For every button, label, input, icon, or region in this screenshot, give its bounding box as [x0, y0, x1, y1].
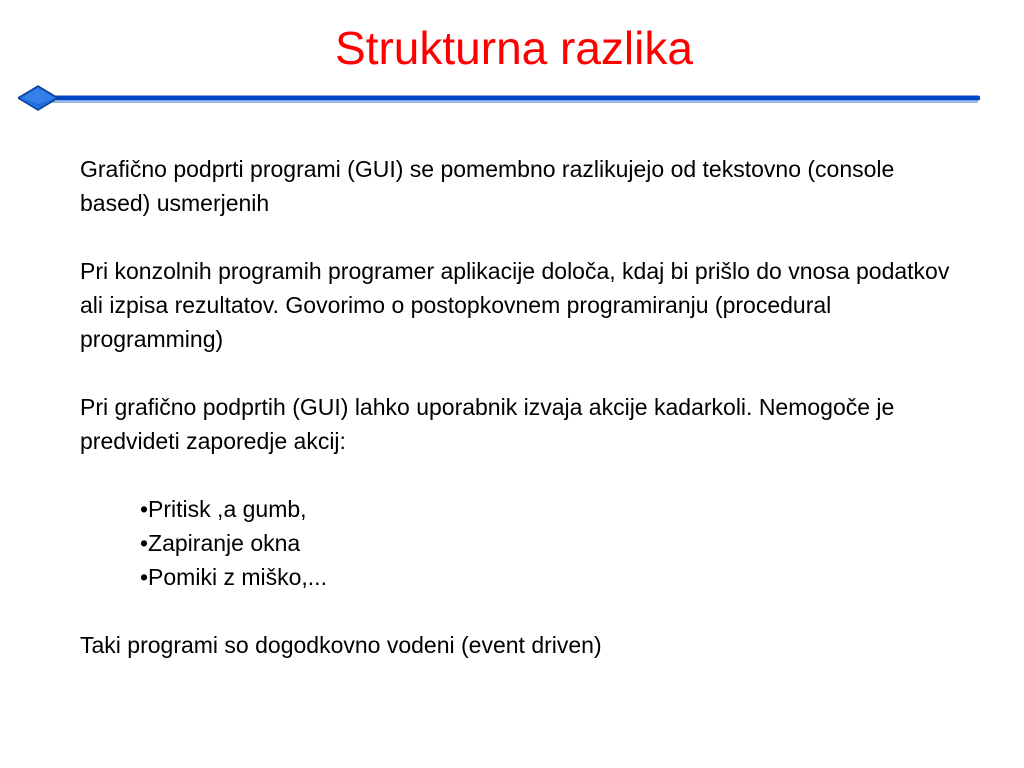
paragraph-event-driven: Taki programi so dogodkovno vodeni (event driven) — [80, 632, 602, 658]
list-item: •Pritisk ,a gumb, — [140, 496, 307, 522]
list-item: •Pomiki z miško,... — [140, 564, 327, 590]
paragraph-console-programs: Pri konzolnih programih programer aplikacije določa, kdaj bi prišlo do vnosa podatkov ali izpisa rezultatov. Govorimo o postopkovnem programiranju (procedural programming) — [80, 258, 950, 352]
paragraph-gui-programs: Pri grafično podprtih (GUI) lahko uporabnik izvaja akcije kadarkoli. Nemogoče je predvideti zaporedje akcij: — [80, 394, 895, 454]
slide-body — [80, 152, 960, 662]
action-list — [80, 492, 960, 594]
list-item: •Zapiranje okna — [140, 530, 301, 556]
slide-title: Strukturna razlika — [335, 22, 693, 74]
title-divider — [18, 84, 980, 114]
paragraph-gui-vs-console: Grafično podprti programi (GUI) se pomembno razlikujejo od tekstovno (console based) usmerjenih — [80, 156, 895, 216]
